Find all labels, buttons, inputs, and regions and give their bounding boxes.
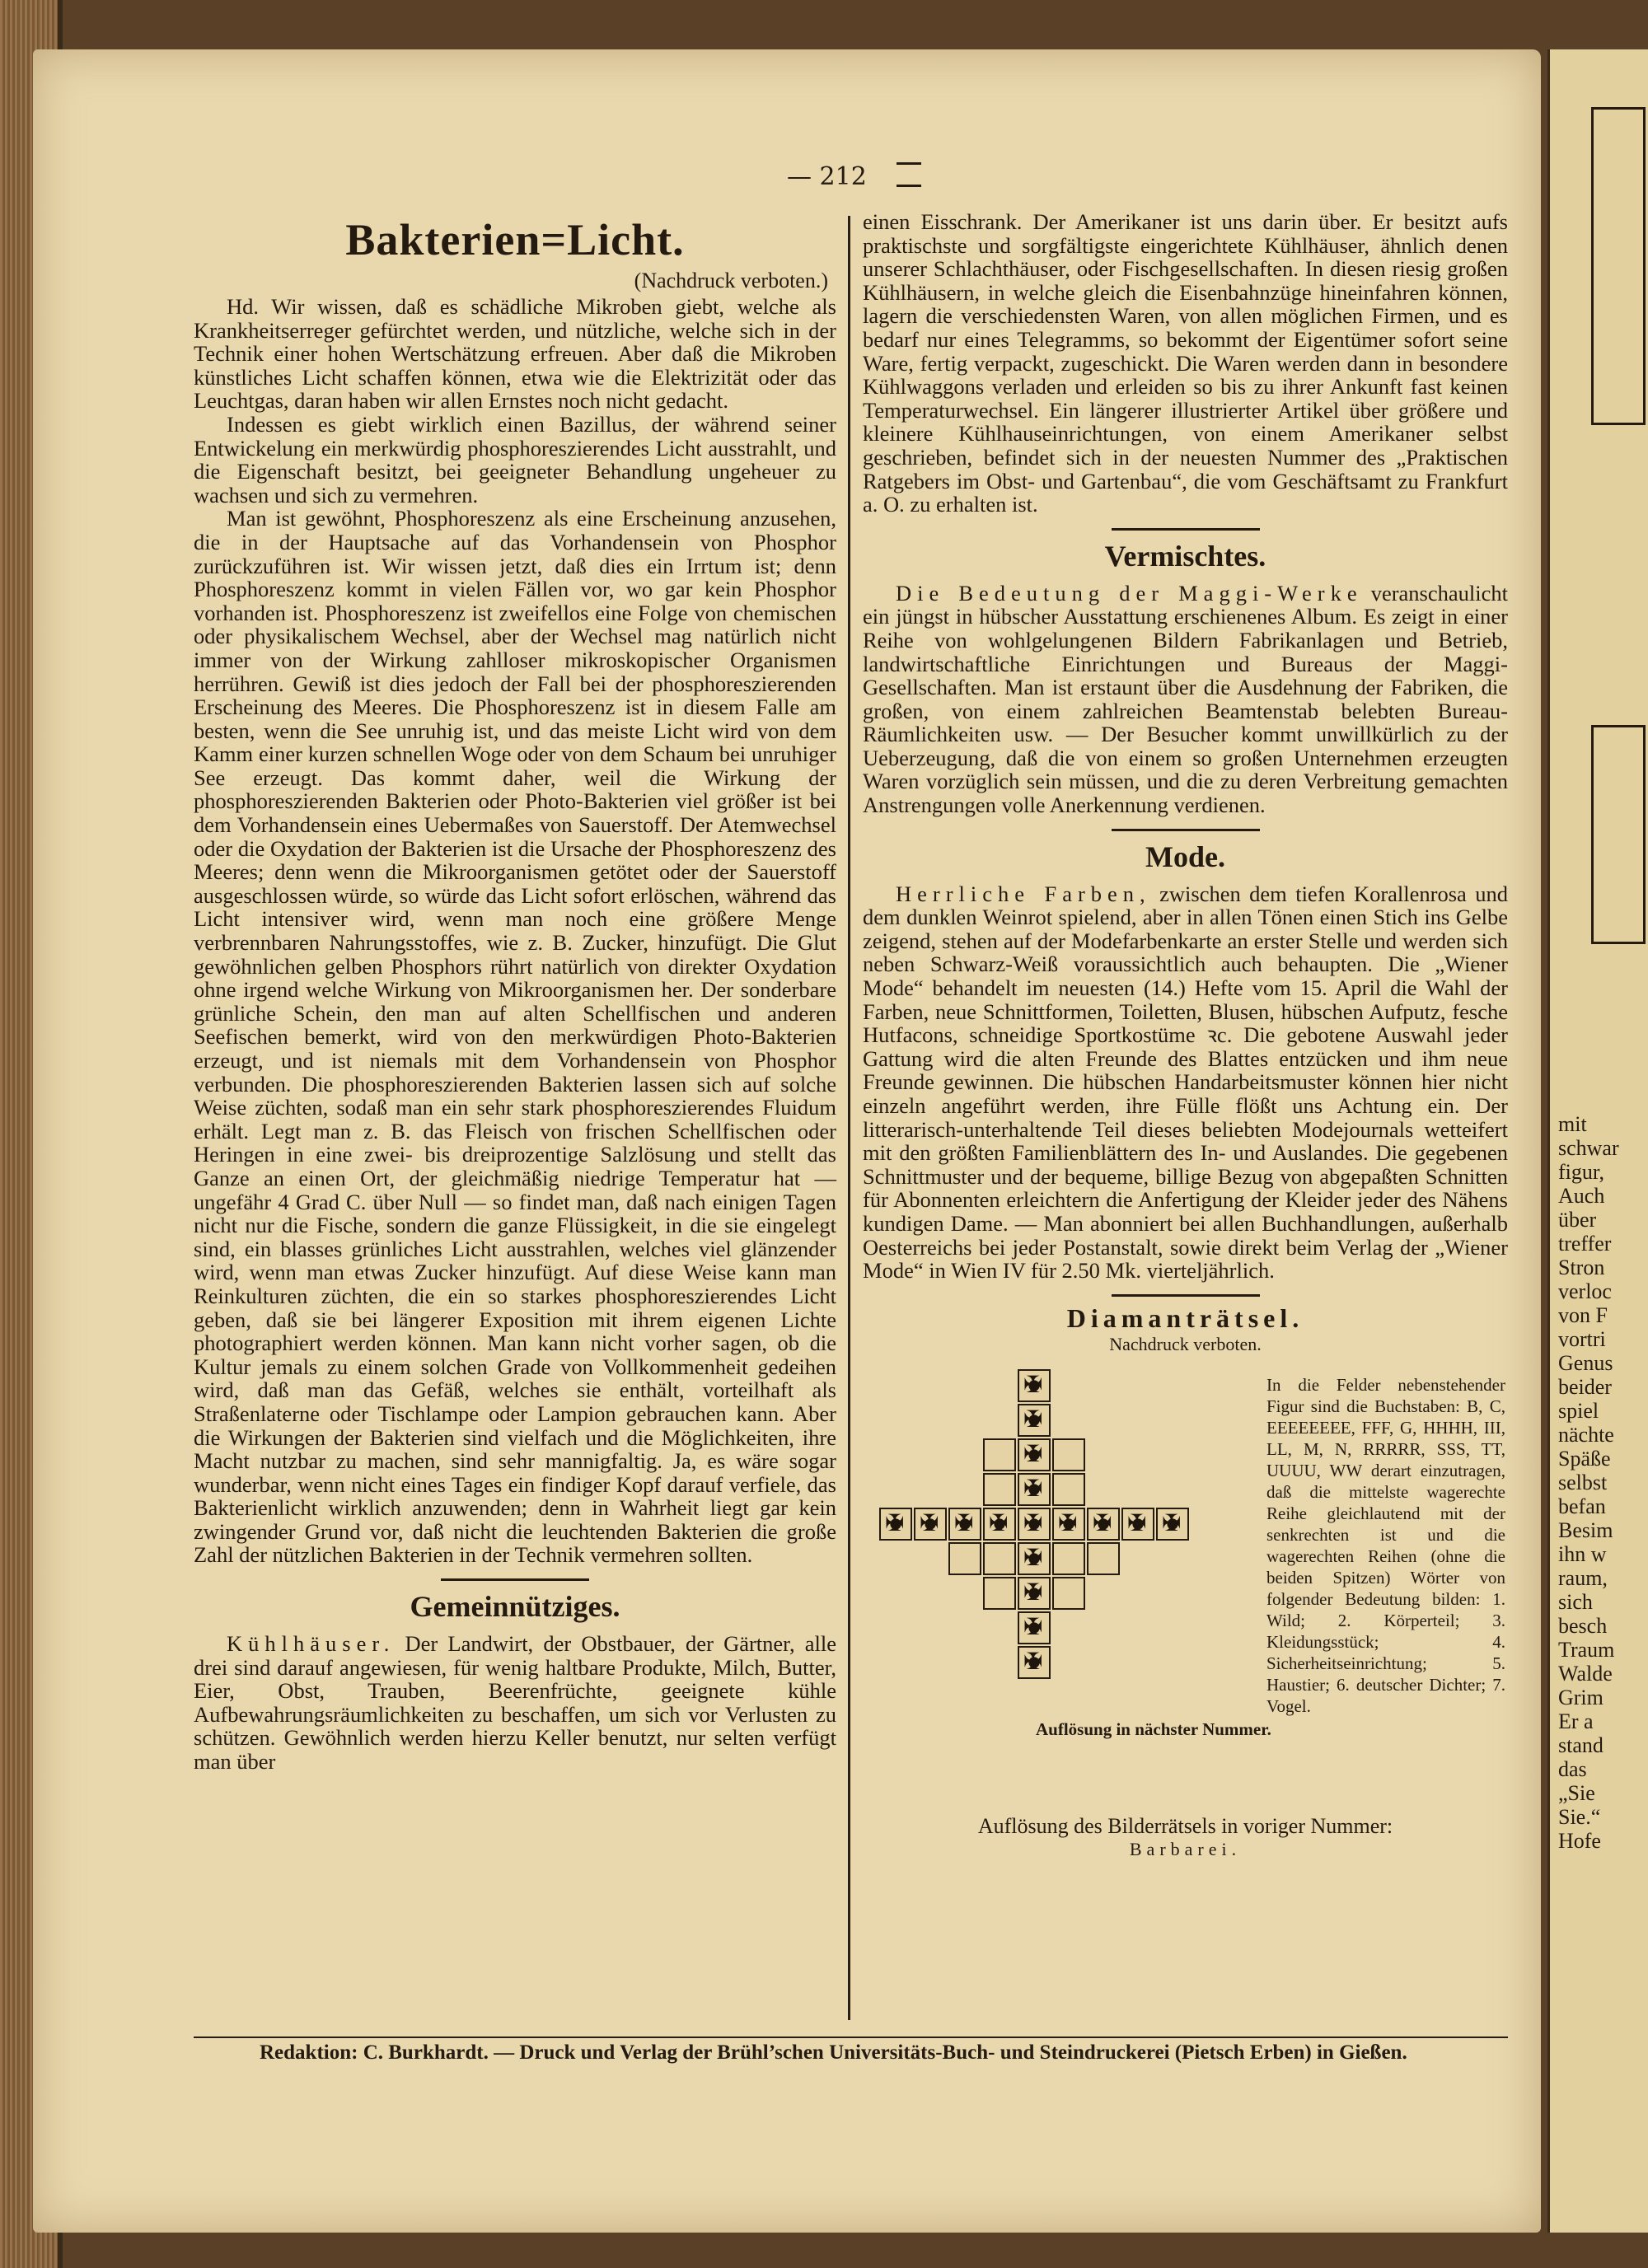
adjacent-page-fragment: Er a bbox=[1558, 1709, 1594, 1733]
mode-title: Mode. bbox=[1145, 839, 1225, 873]
riddle-cell bbox=[983, 1438, 1016, 1471]
riddle-cell bbox=[1018, 1404, 1051, 1437]
previous-solution-answer: Barbarei. bbox=[1129, 1838, 1242, 1859]
riddle-cell bbox=[1052, 1542, 1085, 1575]
riddle-cell bbox=[948, 1542, 981, 1575]
riddle-reprint-note: Nachdruck verboten. bbox=[1109, 1333, 1262, 1354]
gemeinnuetziges-text: Der Landwirt, der Obstbauer, der Gärtner, alle drei sind darauf angewiesen, für wenig haltbare Produkte, Milch, Butter, Eier, Obst, Trauben, Beerenfrüchte, geeignete kühle Aufbewahrungsräumlichkeiten zu beschaffen, um sich vor Verlusten zu schützen. Gewöhnlich werden hierzu Keller benutzt, nur selten verfügt man über bbox=[194, 1631, 836, 1775]
section-separator bbox=[1112, 1294, 1260, 1297]
riddle-cell bbox=[1018, 1473, 1051, 1506]
bakterien-reprint-note: (Nachdruck verboten.) bbox=[634, 269, 828, 292]
bakterien-paragraph-1: Hd. Wir wissen, daß es schädliche Mikroben giebt, welche als Krankheitserreger gefürchtet werden, und nützliche, welche sich in der Technik einer hohen Wertschätzung erfreuen. Aber daß die Mikroben künstliches Licht schaffen können, etwa wie die Elektrizität oder das Leuchtgas, daran haben wir allen Ernstes noch nicht gedacht. bbox=[194, 294, 836, 414]
right-column bbox=[863, 210, 1508, 1860]
adjacent-page-fragment: mit bbox=[1558, 1112, 1587, 1136]
riddle-cell bbox=[1018, 1542, 1051, 1575]
footer-rule bbox=[194, 2037, 1508, 2038]
section-separator bbox=[1112, 528, 1260, 531]
vermischtes-lead: Die Bedeutung der Maggi-Werke bbox=[896, 580, 1363, 606]
riddle-cell bbox=[983, 1542, 1016, 1575]
riddle-cell bbox=[983, 1508, 1016, 1541]
adjacent-ornament-frame bbox=[1591, 107, 1646, 425]
adjacent-page-fragment: treffer bbox=[1558, 1232, 1612, 1256]
diamond-grid bbox=[879, 1369, 1225, 1723]
riddle-cell bbox=[948, 1508, 981, 1541]
adjacent-page-fragment: das bbox=[1558, 1757, 1587, 1781]
riddle-title: Diamanträtsel. bbox=[1066, 1302, 1304, 1333]
adjacent-page-fragment: schwar bbox=[1558, 1136, 1619, 1160]
adjacent-page-fragment: „Sie bbox=[1558, 1781, 1595, 1805]
adjacent-page-fragment: befan bbox=[1558, 1494, 1606, 1518]
adjacent-page-fragment: Genus bbox=[1558, 1351, 1613, 1375]
adjacent-page-fragment: selbst bbox=[1558, 1471, 1608, 1494]
vermischtes-text: veranschaulicht ein jüngst in hübscher Ausstattung erschienenes Album. Es zeigt in einer Reihe von wohlgelungenen Bildern Fabrikanlagen und Betrieb, landwirtschaftliche Einrichtungen und Bureaus der Maggi-Gesellschaften. Man ist erstaunt über die Ausdehnung der Fabriken, die großen, von einem zahlreichen Beamtenstab belebten Bureau-Räumlichkeiten usw. — Der Besucher kommt unwillkürlich zu der Ueberzeugung, daß die von einem so großen Unternehmen erzeugten Waren vorzüglich sein müssen, und die zu deren Verbreitung gemachten Anstrengungen volle Anerkennung verdienen. bbox=[863, 580, 1508, 818]
riddle-cell bbox=[1156, 1508, 1189, 1541]
left-column bbox=[194, 214, 836, 1774]
adjacent-page-fragment: Späße bbox=[1558, 1447, 1611, 1471]
adjacent-page-fragment: Auch bbox=[1558, 1184, 1605, 1208]
riddle-cell bbox=[1018, 1369, 1051, 1402]
adjacent-page-fragment: sich bbox=[1558, 1590, 1593, 1614]
adjacent-page-fragment: figur, bbox=[1558, 1160, 1604, 1184]
riddle-cell bbox=[914, 1508, 947, 1541]
riddle-cell bbox=[1121, 1508, 1154, 1541]
riddle-instructions: In die Felder nebenstehender Figur sind die Buchstaben: B, C, EEEEEEEE, FFF, G, HHHH, III, LL, M, N, RRRRR, SSS, TT, UUUU, WW derart einzutragen, daß die mittelste wagerechte Reihe gleichlautend mit der senkrechten ist und die wagerechten Reihen (ohne die beiden Spitzen) Wörter von folgender Bedeutung bilden: 1. Wild; 2. Körperteil; 3. Kleidungsstück; 4. Sicherheitseinrichtung; 5. Haustier; 6. deutscher Dichter; 7. Vogel. bbox=[1266, 1374, 1505, 1716]
adjacent-page-fragment: Sie.“ bbox=[1558, 1805, 1601, 1829]
bakterien-title: Bakterien=Licht. bbox=[345, 215, 685, 264]
riddle-cell bbox=[1018, 1646, 1051, 1679]
diamond-riddle bbox=[863, 1303, 1508, 1814]
imprint-footer: Redaktion: C. Burkhardt. — Druck und Verlag der Brühl’schen Universitäts-Buch- und Steindruckerei (Pietsch Erben) in Gießen. bbox=[260, 2041, 1407, 2064]
vermischtes-title: Vermischtes. bbox=[1104, 539, 1266, 573]
page-number-ornament bbox=[897, 162, 921, 187]
adjacent-page-edge bbox=[1547, 49, 1648, 2233]
riddle-cell bbox=[879, 1508, 912, 1541]
adjacent-page-fragment: Walde bbox=[1558, 1662, 1613, 1686]
riddle-cell bbox=[1018, 1611, 1051, 1644]
riddle-cell bbox=[983, 1473, 1016, 1506]
gemeinnuetziges-continuation: einen Eisschrank. Der Amerikaner ist uns darin über. Er besitzt aufs praktischste und sorgfältigste eingerichtete Kühlhäuser, ähnlich denen unserer Schlachthäuser, oder Fischgesellschaften. In diesen riesig großen Kühlhäusern, in welche gleich die Eisenbahnzüge hineinfahren können, lagern die verschiedensten Waren, von allen möglichen Firmen, und es bedarf nur eines Telegramms, so bekommt der Eigentümer sofort seine Ware, fertig verpackt, zugeschickt. Die Waren werden dann in besondere Kühlwaggons verladen und erleiden so bis zu ihrer Ankunft fast keinen Temperaturwechsel. Ein längerer illustrierter Artikel über größere und kleinere Kühlhauseinrichtungen, von einem Amerikaner selbst geschrieben, befindet sich in der neuesten Nummer des „Praktischen Ratgebers im Obst- und Gartenbau“, die vom Geschäftsamt zu Frankfurt a. O. zu erhalten ist. bbox=[863, 209, 1508, 517]
gemeinnuetziges-title: Gemeinnütziges. bbox=[410, 1590, 620, 1624]
riddle-cell bbox=[1052, 1438, 1085, 1471]
riddle-cell bbox=[1087, 1508, 1120, 1541]
adjacent-page-fragment: vortri bbox=[1558, 1327, 1606, 1351]
riddle-cell bbox=[1052, 1473, 1085, 1506]
riddle-cell bbox=[1018, 1438, 1051, 1471]
section-separator bbox=[441, 1578, 589, 1581]
adjacent-page-fragment: Stron bbox=[1558, 1256, 1605, 1279]
adjacent-page-fragment: Grim bbox=[1558, 1686, 1604, 1709]
adjacent-ornament-frame-2 bbox=[1591, 725, 1646, 944]
bakterien-paragraph-3: Man ist gewöhnt, Phosphoreszenz als eine Erscheinung anzusehen, die in der Hauptsache auf das Vorhandensein von Phosphor zurückzuführen ist. Wir wissen jetzt, daß dies ein Irrtum ist; denn Phosphoreszenz kommt in vielen Fällen vor, wo gar kein Phosphor vorhanden ist. Phosphoreszenz ist zweifellos eine Folge von chemischen oder physikalischem Wechsel, aber der Wechsel mag natürlich nicht immer von der Wirkung zahlloser mikroskopischer Organismen herrühren. Gewiß ist dies jedoch der Fall bei der phosphoreszierenden Erscheinung des Meeres. Die Phosphoreszenz ist in diesem Falle am besten, wenn die See unruhig ist, und das meiste Licht wird von dem Kamm einer kurzen schnellen Woge oder von dem Schaum bei unruhiger See erzeugt. Das kommt daher, weil die Wirkung der phosphoreszierenden Bakterien oder Photo-Bakterien viel größer ist bei dem Vorhandensein eines Uebermaßes von Sauerstoff. Der Atemwechsel oder die Oxydation der Bakterien ist die Ursache der Phosphoreszenz des Meeres; denn wenn die Mikroorganismen getötet oder der Sauerstoff ausgeschlossen würde, so würde das Licht sofort erlöschen, während das Licht intensiver wird, wenn man noch eine größere Menge verbrennbaren Nahrungsstoffes, wie z. B. Zucker, hinzufügt. Die Glut gewöhnlichen gelben Phosphors rührt natürlich von direkter Oxydation ohne irgend welche Wirkung von Mikroorganismen her. Der sonderbare grünliche Schein, den man auf alten Schellfischen und anderen Seefischen bemerkt, wird von den merkwürdigen Photo-Bakterien erzeugt, und ist niemals mit dem Vorhandensein von Phosphor verbunden. Die phosphoreszierenden Bakterien lassen sich auf solche Weise züchten, sodaß man ein sehr stark phosphoreszierendes Fluidum erhält. Legt man z. B. das Fleisch von frischen Schellfischen oder Heringen in eine zwei- bis dreiprozentige Salzlösung und stellt das Ganze an einen Ort, der gleichmäßig niedrige Temperatur hat — ungefähr 4 Grad C. über Null — so findet man, daß nach einigen Tagen nicht nur die Fische, sondern die ganze Flüssigkeit, in die sie eingelegt sind, ein blasses grünliches Licht ausstrahlen, welches viel glänzender wird, wenn man etwas Zucker hinzufügt. Auf diese Weise kann man Reinkulturen züchten, die ein so starkes phosphoreszierendes Licht geben, daß sie bei längerer Exposition mit ihrem eigenen Lichte photographiert werden können. Man kann nicht vorher sagen, ob die Kultur jemals zu einem solchen Grade von Vollkommenheit gedeihen wird, daß man das Gefäß, welches sie enthält, vorteilhaft als Straßenlaterne oder Tischlampe oder Lampion gebrauchen kann. Aber die Wirkungen der Bakterien sind vielfach und die Möglichkeiten, ihre Macht nutzbar zu machen, sind sehr mannigfaltig. Ja, es wäre sogar wunderbar, wenn nicht eines Tages ein findiger Kopf darauf verfiele, das Bakterienlicht wirklich anzuwenden; denn in Wahrheit liegt gar kein zwingender Grund vor, daß nicht die leuchtenden Bakterien die große Zahl der nützlichen Bakterien in der Technik vermehren sollten. bbox=[194, 506, 836, 1568]
page-number: — 212 bbox=[787, 162, 867, 191]
adjacent-page-fragment: beider bbox=[1558, 1375, 1612, 1399]
riddle-cell bbox=[1018, 1577, 1051, 1610]
adjacent-page-fragment: von F bbox=[1558, 1303, 1608, 1327]
adjacent-page-fragment: besch bbox=[1558, 1614, 1608, 1638]
riddle-cell bbox=[1052, 1508, 1085, 1541]
riddle-solution-note: Auflösung in nächster Nummer. bbox=[1036, 1719, 1271, 1739]
adjacent-page-fragment: Besim bbox=[1558, 1518, 1613, 1542]
riddle-cell bbox=[1087, 1542, 1120, 1575]
riddle-cell bbox=[983, 1577, 1016, 1610]
adjacent-page-fragment: über bbox=[1558, 1208, 1597, 1232]
adjacent-page-fragment: stand bbox=[1558, 1733, 1604, 1757]
bakterien-paragraph-2: Indessen es giebt wirklich einen Bazillus, der während seiner Entwickelung ein merkwürdig phosphoreszierendes Licht ausstrahlt, und die Eigenschaft besitzt, bei geeigneter Behandlung ungeheuer zu wachsen und sich zu vermehren. bbox=[194, 411, 836, 507]
section-separator bbox=[1112, 829, 1260, 831]
adjacent-page-fragment: verloc bbox=[1558, 1279, 1612, 1303]
previous-solution-label: Auflösung des Bilderrätsels in voriger Nummer: bbox=[977, 1813, 1393, 1838]
gemeinnuetziges-lead: Kühlhäuser. bbox=[227, 1631, 396, 1657]
adjacent-page-fragment: raum, bbox=[1558, 1566, 1608, 1590]
mode-lead: Herrliche Farben, bbox=[896, 881, 1151, 906]
adjacent-page-fragment: spiel bbox=[1558, 1399, 1599, 1423]
riddle-cell bbox=[1018, 1508, 1051, 1541]
column-divider bbox=[848, 216, 850, 2020]
riddle-cell bbox=[1052, 1577, 1085, 1610]
adjacent-page-fragment: Traum bbox=[1558, 1638, 1615, 1662]
adjacent-page-fragment: nächte bbox=[1558, 1423, 1614, 1447]
adjacent-page-fragment: ihn w bbox=[1558, 1542, 1607, 1566]
mode-text: zwischen dem tiefen Korallenrosa und dem dunklen Weinrot spielend, aber in allen Tönen einen Stich ins Gelbe zeigend, stehen auf der Modefarbenkarte an erster Stelle und werden sich neben Schwarz-Weiß voraussichtlich auch behaupten. Die „Wiener Mode“ behandelt im neuesten (14.) Hefte vom 15. April die Wahl der Farben, neue Schnittformen, Toiletten, Blusen, hübschen Aufputz, fesche Hutfacons, schneidige Sportkostüme ꝛc. Die gebotene Auswahl jeder Gattung wird die alten Freunde des Blattes entzücken und ihm neue Freunde gewinnen. Die hübschen Handarbeitsmuster können hier nicht einzeln angeführt werden, ihre Fülle flößt uns Achtung ein. Der litterarisch-unterhaltende Teil dieses beliebten Modejournals wetteifert mit den größten Familienblättern des In- und Auslandes. Die gegebenen Schnittmuster und der bequeme, billige Bezug von abgepaßten Schnitten für Abonnenten erleichtern die Anfertigung der Kleider jeder des Nähens kundigen Dame. — Man abonniert bei allen Buchhandlungen, außerhalb Oesterreichs bei jeder Postanstalt, sowie direkt beim Verlag der „Wiener Mode“ in Wien IV für 2.50 Mk. vierteljährlich. bbox=[863, 881, 1508, 1284]
adjacent-page-fragment: Hofe bbox=[1558, 1829, 1601, 1853]
